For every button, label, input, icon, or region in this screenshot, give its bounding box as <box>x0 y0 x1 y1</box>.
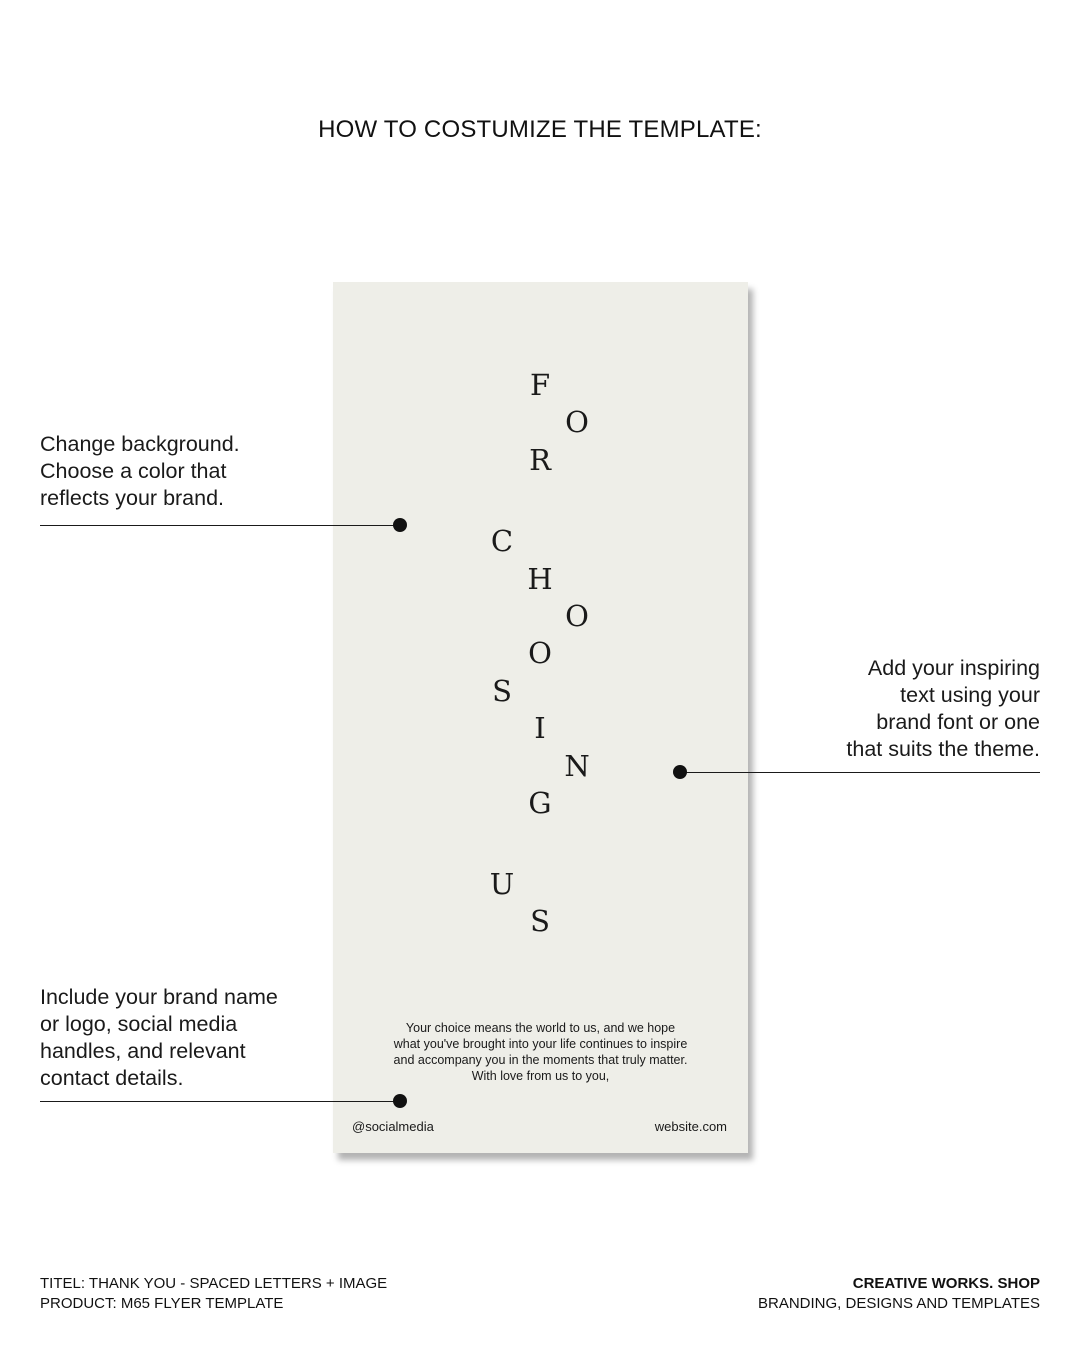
flyer-letter: F <box>529 368 551 402</box>
flyer-website: website.com <box>654 1119 727 1134</box>
annotation-background <box>40 431 240 512</box>
flyer-letter: O <box>528 636 552 670</box>
annotation-line: that suits the theme. <box>846 737 1040 761</box>
footer-brand-info <box>758 1274 1040 1314</box>
flyer-letter: C <box>490 524 514 558</box>
flyer-letter: H <box>527 562 553 596</box>
flyer-letter: N <box>564 749 590 783</box>
flyer-message: Your choice means the world to us, and we hope what you've brought into your life continues to inspire and accompany you in the moments that truly matter. With love from us to you, <box>393 1021 688 1083</box>
annotation-line: Choose a color that <box>40 459 227 483</box>
footer-product: PRODUCT: M65 FLYER TEMPLATE <box>40 1295 284 1312</box>
footer-tagline: BRANDING, DESIGNS AND TEMPLATES <box>757 1295 1040 1312</box>
annotation-line: brand font or one <box>876 710 1040 734</box>
annotation-brand-rule <box>40 1101 400 1102</box>
footer-product-info <box>40 1274 387 1314</box>
flyer-letter: S <box>492 674 512 708</box>
annotation-brand <box>40 984 278 1092</box>
annotation-line: Add your inspiring <box>867 656 1040 680</box>
annotation-line: Change background. <box>40 432 240 456</box>
footer-title: TITEL: THANK YOU - SPACED LETTERS + IMAGE <box>40 1275 388 1292</box>
flyer-social-handle: @socialmedia <box>352 1119 434 1134</box>
annotation-background-dot <box>393 518 407 532</box>
annotation-line: contact details. <box>40 1066 184 1090</box>
flyer-letter: O <box>565 405 589 439</box>
annotation-line: text using your <box>900 683 1040 707</box>
annotation-text-dot <box>673 765 687 779</box>
flyer-letter: I <box>534 711 546 745</box>
annotation-line: or logo, social media <box>40 1012 238 1036</box>
annotation-line: Include your brand name <box>40 985 278 1009</box>
annotation-background-rule <box>40 525 400 526</box>
annotation-text-rule <box>680 772 1040 773</box>
annotation-text <box>846 655 1040 763</box>
annotation-brand-dot <box>393 1094 407 1108</box>
flyer-letter: O <box>565 599 589 633</box>
page-heading: HOW TO COSTUMIZE THE TEMPLATE: <box>318 116 762 143</box>
flyer-letter: S <box>530 904 550 938</box>
flyer-letter: U <box>489 867 515 901</box>
annotation-line: reflects your brand. <box>40 486 225 510</box>
flyer-letter: R <box>529 443 551 477</box>
flyer-letter: G <box>528 786 552 820</box>
annotation-line: handles, and relevant <box>40 1039 246 1063</box>
flyer-preview <box>333 282 748 1153</box>
footer-brand: CREATIVE WORKS. SHOP <box>852 1275 1040 1292</box>
